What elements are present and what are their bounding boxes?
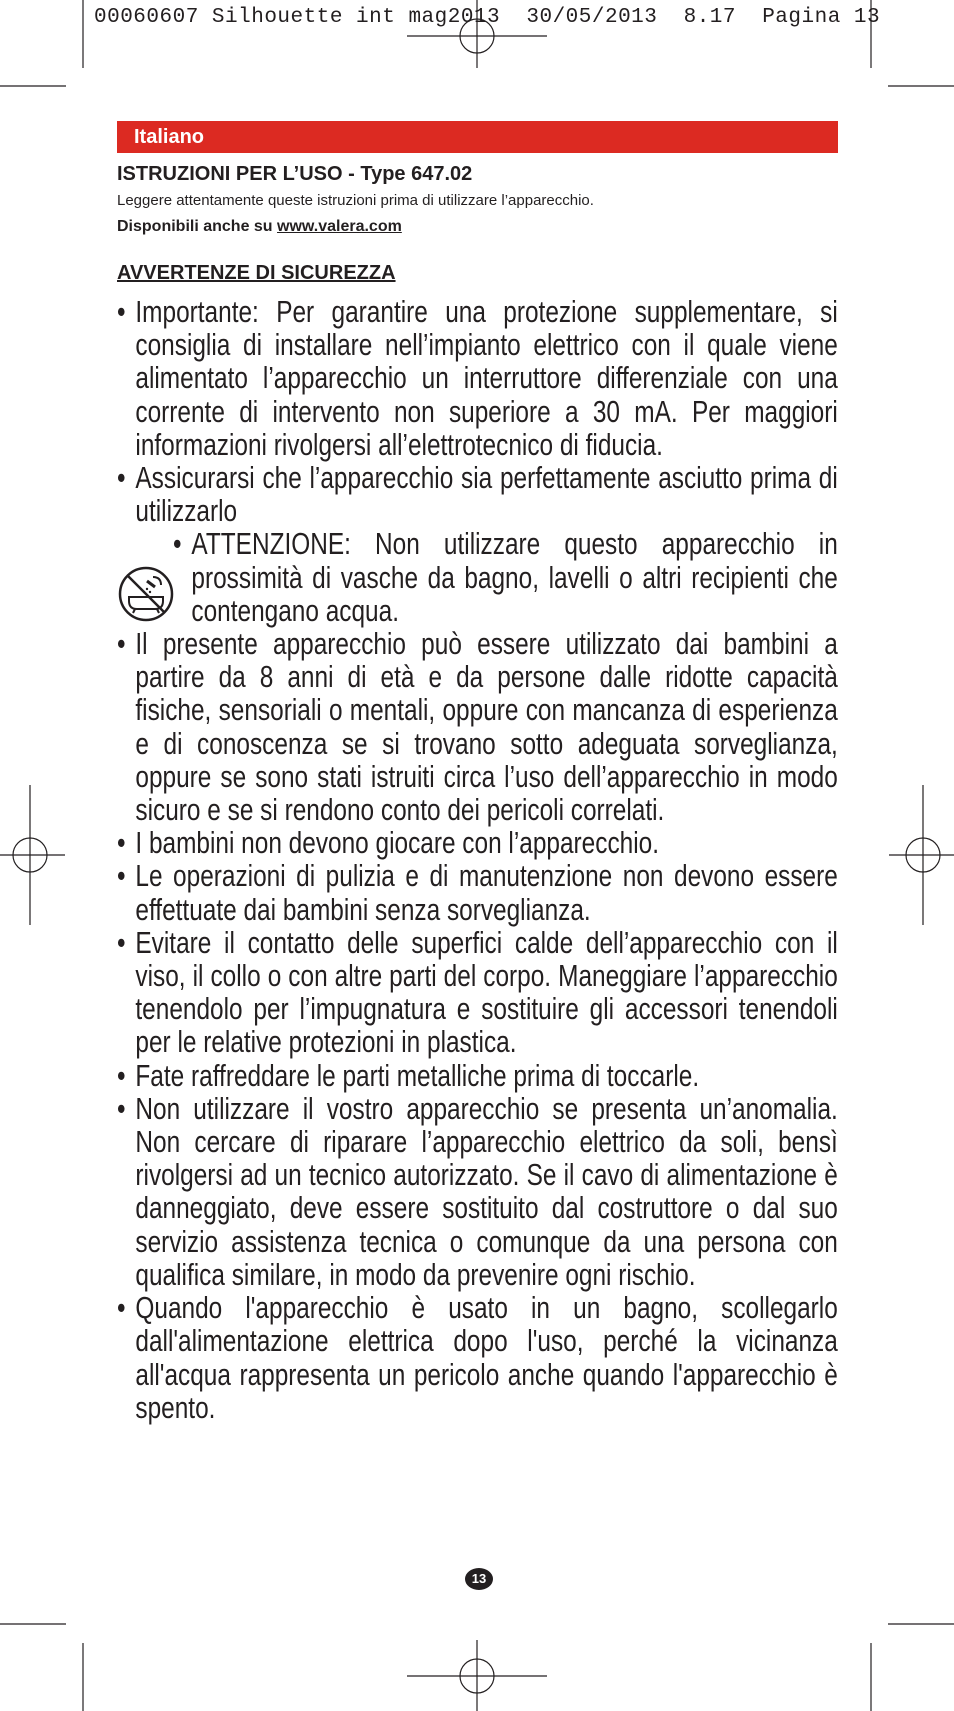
safety-warnings-list (117, 295, 838, 1425)
availability-line (117, 218, 402, 236)
section-title: AVVERTENZE DI SICUREZZA (117, 262, 396, 284)
bullet: • (117, 1058, 126, 1093)
availability-prefix: Disponibili anche su (117, 218, 278, 235)
bullet: • (117, 925, 126, 960)
language-label: Italiano (134, 126, 205, 148)
page-number: 13 (465, 1568, 493, 1590)
bullet: • (117, 1291, 126, 1326)
instructions-title: ISTRUZIONI PER L’USO - Type 647.02 (117, 163, 473, 185)
print-slug: 00060607 Silhouette int mag2013 30/05/2013 8.17 Pagina 13 (94, 6, 881, 29)
warning-text: Le operazioni di pulizia e di manutenzione non devono essere effettuate dai bambini senza sorveglianza. (135, 859, 838, 927)
bullet: • (117, 295, 126, 329)
warning-text: Evitare il contatto delle superfici calde dell’apparecchio con il viso, il collo o con altre parti del corpo. Maneggiare l’apparecchio tenendolo per l’impugnatura e sostituire gli accessori tenendoli per le relative protezioni in plastica. (135, 925, 838, 1060)
warning-item (117, 1060, 838, 1093)
warning-item (117, 1093, 838, 1292)
bullet: • (117, 461, 126, 496)
warning-item (117, 860, 838, 926)
bullet: • (117, 859, 126, 894)
bullet: • (117, 826, 126, 861)
warning-text: Fate raffreddare le parti metalliche prima di toccarle. (135, 1058, 700, 1093)
language-bar (117, 121, 838, 153)
warning-text: I bambini non devono giocare con l’apparecchio. (135, 826, 659, 861)
instructions-subtitle: Leggere attentamente queste istruzioni prima di utilizzare l’apparecchio. (117, 192, 594, 209)
warning-text: Assicurarsi che l’apparecchio sia perfettamente asciutto prima di utilizzarlo (135, 461, 838, 529)
bullet: • (117, 627, 126, 662)
warning-item (117, 296, 838, 462)
warning-text: Il presente apparecchio può essere utilizzato dai bambini a partire da 8 anni di età e da persone dalle ridotte capacità fisiche, sensoriali o mentali, oppure con mancanza di esperienza e di conoscenza se si trovano sotto adeguata sorveglianza, oppure se sono stati istruiti circa l’uso dell’apparecchio in modo sicuro e se si rendono conto dei pericoli correlati. (135, 627, 838, 828)
warning-item (117, 628, 838, 827)
warning-item (117, 1292, 838, 1425)
website-link[interactable]: www.valera.com (277, 218, 402, 235)
warning-text: Importante: Per garantire una protezione supplementare, si consiglia di installare nell’impianto elettrico con il quale viene alimentato l’apparecchio un interruttore differenziale con una corrente di intervento non superiore a 30 mA. Per maggiori informazioni rivolgersi all’elettrotecnico di fiducia. (135, 295, 838, 462)
warning-item-water (117, 528, 838, 628)
warning-text: Quando l'apparecchio è usato in un bagno, scollegarlo dall'alimentazione elettrica dopo l'uso, perché la vicinanza all'acqua rappresenta un pericolo anche quando l'apparecchio è spento. (135, 1291, 838, 1425)
bullet: • (173, 527, 182, 562)
warning-item (117, 927, 838, 1060)
bullet: • (117, 1091, 126, 1126)
warning-item (117, 462, 838, 528)
warning-text: Non utilizzare il vostro apparecchio se presenta un’anomalia. Non cercare di riparare l’apparecchio elettrico da soli, bensì rivolgersi ad un tecnico autorizzato. Se il cavo di alimentazione è danneggiato, deve essere sostituito dal costruttore o dal suo servizio assistenza tecnica o comunque da una persona con qualifica similare, in modo da prevenire ogni rischio. (135, 1091, 838, 1292)
warning-item (117, 827, 838, 860)
warning-text: ATTENZIONE: Non utilizzare questo apparecchio in prossimità di vasche da bagno, lavelli o altri recipienti che contengano acqua. (191, 527, 838, 628)
